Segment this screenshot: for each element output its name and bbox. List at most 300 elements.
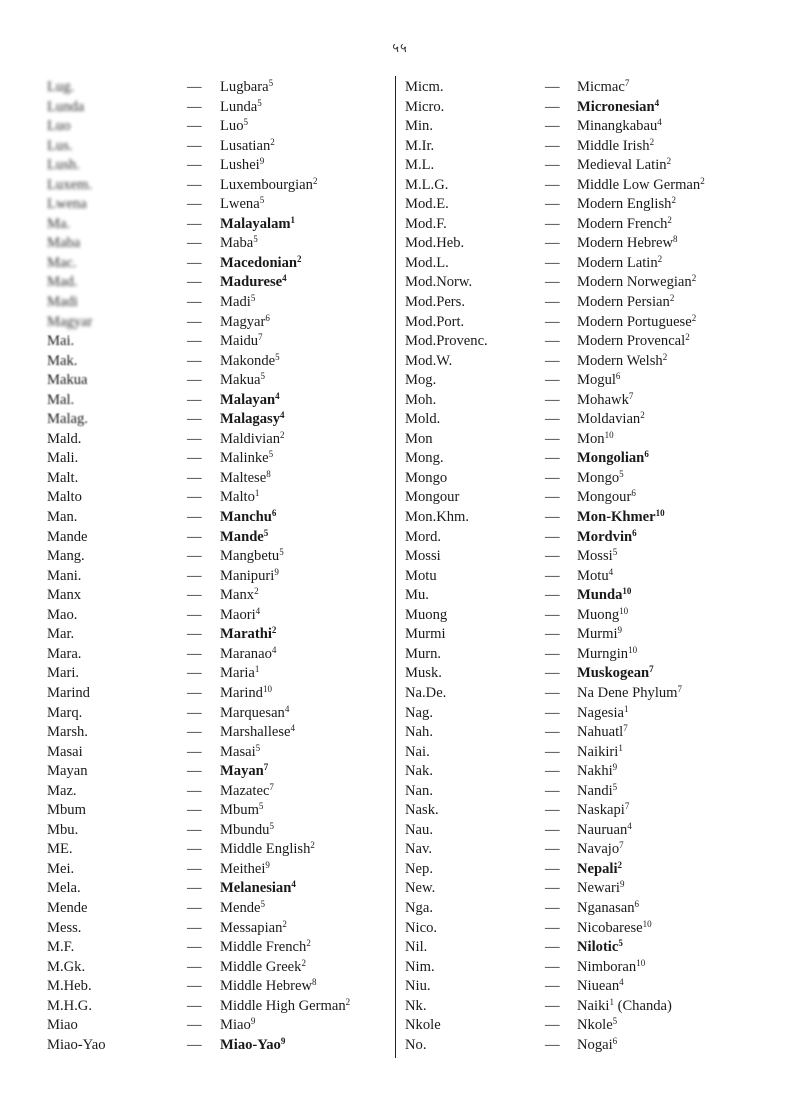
entry-footnote-marker: 2 (271, 625, 277, 636)
entry-abbreviation: Mord. (405, 528, 442, 545)
entry-dash: — (187, 587, 202, 604)
glossary-entry (405, 821, 765, 841)
glossary-entry (47, 352, 387, 372)
glossary-entry (47, 273, 387, 293)
entry-abbreviation: Nan. (405, 782, 433, 799)
entry-footnote-marker: 5 (260, 371, 266, 382)
entry-dash: — (187, 274, 202, 291)
entry-language-name (577, 567, 613, 587)
glossary-entry (405, 860, 765, 880)
entry-language-name (577, 977, 624, 997)
glossary-entry (405, 254, 765, 274)
entry-abbreviation: Micm. (405, 79, 444, 95)
entry-abbreviation: Makua (47, 372, 88, 389)
glossary-entry (405, 488, 765, 508)
entry-name-text: Malto (220, 489, 255, 506)
entry-footnote-marker: 4 (275, 390, 280, 401)
entry-dash: — (545, 157, 560, 174)
glossary-entry (405, 704, 765, 724)
entry-dash: — (187, 567, 202, 584)
entry-dash: — (187, 626, 202, 643)
entry-footnote-marker: 2 (306, 938, 311, 949)
glossary-entry (47, 391, 387, 411)
entry-footnote-marker: 2 (310, 840, 315, 851)
entry-name-text: Maltese (220, 469, 267, 486)
entry-name-text: Modern Latin (577, 254, 658, 271)
entry-abbreviation: Murmi (405, 626, 446, 643)
entry-dash: — (187, 684, 202, 701)
entry-name-text: Madurese (220, 274, 283, 291)
entry-footnote-marker: 6 (644, 449, 649, 460)
entry-footnote-marker: 2 (671, 195, 676, 206)
entry-name-text: Murmi (577, 626, 618, 643)
entry-footnote-marker: 4 (284, 703, 290, 714)
entry-dash: — (187, 1017, 202, 1034)
entry-dash: — (187, 978, 202, 995)
entry-abbreviation: No. (405, 1036, 427, 1053)
entry-footnote-marker: 5 (275, 351, 280, 362)
entry-abbreviation: Mod.Provenc. (405, 333, 488, 350)
entry-name-text: Mayan (220, 763, 264, 780)
entry-language-name (220, 176, 317, 196)
entry-language-name (220, 156, 264, 176)
entry-dash: — (545, 626, 560, 643)
glossary-entry (47, 508, 387, 528)
glossary-entry (47, 645, 387, 665)
entry-language-name (577, 410, 645, 430)
entry-footnote-marker: 10 (628, 644, 638, 655)
entry-abbreviation: Mossi (405, 548, 441, 565)
entry-footnote-marker: 5 (612, 781, 618, 792)
entry-footnote-marker: 2 (640, 410, 645, 421)
entry-dash: — (187, 704, 202, 721)
entry-language-name (577, 469, 624, 489)
entry-language-name (220, 840, 315, 860)
entry-footnote-marker: 4 (271, 644, 277, 655)
entry-dash: — (187, 645, 202, 662)
glossary-entry (405, 137, 765, 157)
entry-abbreviation: Mbum (47, 802, 86, 819)
entry-abbreviation: Musk. (405, 665, 442, 682)
entry-abbreviation: Mai. (47, 333, 75, 350)
entry-language-name (577, 313, 696, 333)
glossary-entry (405, 469, 765, 489)
entry-footnote-marker: 6 (271, 508, 277, 519)
entry-footnote-marker: 9 (617, 625, 623, 636)
glossary-entry (47, 782, 387, 802)
glossary-entry (405, 528, 765, 548)
entry-language-name (577, 958, 645, 978)
entry-footnote-marker: 9 (259, 156, 265, 167)
entry-name-text: Miao-Yao (220, 1036, 281, 1053)
entry-language-name (577, 879, 624, 899)
entry-footnote-marker: 10 (622, 586, 632, 597)
entry-name-text: Nimboran (577, 958, 637, 975)
entry-dash: — (187, 724, 202, 741)
entry-name-text: Manx (220, 587, 255, 604)
entry-footnote-marker: 9 (612, 762, 618, 773)
entry-language-name (220, 352, 280, 372)
entry-language-name (220, 704, 289, 724)
glossary-entry (47, 704, 387, 724)
glossary-entry (405, 176, 765, 196)
entry-language-name (577, 195, 676, 215)
entry-footnote-marker: 4 (255, 605, 261, 616)
entry-dash: — (545, 919, 560, 936)
entry-abbreviation: Lug. (47, 79, 75, 95)
left-column (47, 78, 387, 1055)
glossary-entry (405, 919, 765, 939)
entry-abbreviation: Mad. (47, 274, 78, 291)
entry-name-text: Navajo (577, 841, 620, 858)
entry-name-text: Newari (577, 880, 620, 897)
entry-name-text: Nakhi (577, 763, 613, 780)
entry-language-name (220, 488, 259, 508)
entry-dash: — (545, 137, 560, 154)
entry-dash: — (187, 333, 202, 350)
entry-abbreviation: Mei. (47, 860, 75, 877)
entry-abbreviation: Miao (47, 1017, 78, 1034)
entry-language-name (577, 332, 690, 352)
entry-language-name (220, 78, 273, 98)
entry-dash: — (187, 118, 202, 135)
entry-abbreviation: Mod.L. (405, 254, 449, 271)
entry-language-name (220, 977, 317, 997)
glossary-entry (47, 332, 387, 352)
entry-abbreviation: Lwena (47, 196, 87, 213)
entry-language-name (577, 919, 652, 939)
entry-dash: — (545, 567, 560, 584)
entry-language-name (577, 899, 639, 919)
entry-name-text: Minangkabau (577, 118, 658, 135)
entry-dash: — (545, 430, 560, 447)
entry-footnote-marker: 8 (266, 468, 271, 479)
glossary-entry (47, 156, 387, 176)
entry-language-name (577, 430, 614, 450)
entry-dash: — (545, 215, 560, 232)
entry-name-text: Messapian (220, 919, 283, 936)
glossary-entry (47, 430, 387, 450)
glossary-entry (405, 547, 765, 567)
entry-dash: — (545, 548, 560, 565)
entry-name-text: Malayan (220, 391, 276, 408)
entry-footnote-marker: 1 (618, 742, 623, 753)
entry-footnote-marker: 2 (657, 253, 663, 264)
entry-name-text: Niuean (577, 978, 620, 995)
glossary-entry (405, 899, 765, 919)
entry-dash: — (187, 997, 202, 1014)
entry-abbreviation: Micro. (405, 98, 445, 115)
glossary-entry (47, 938, 387, 958)
entry-name-text: Mongo (577, 469, 620, 486)
entry-abbreviation: Mod.F. (405, 215, 447, 232)
entry-footnote-marker: 8 (312, 977, 317, 988)
entry-abbreviation: Nak. (405, 763, 433, 780)
entry-name-text: Magyar (220, 313, 266, 330)
entry-footnote-marker: 9 (265, 859, 270, 870)
entry-name-text: Naiki (577, 997, 610, 1014)
glossary-entry (405, 117, 765, 137)
entry-abbreviation: Mold. (405, 411, 441, 428)
entry-footnote-marker: 2 (691, 273, 697, 284)
glossary-entry (47, 743, 387, 763)
entry-abbreviation: Nask. (405, 802, 439, 819)
entry-name-text: Middle High German (220, 997, 346, 1014)
entry-abbreviation: M.L. (405, 157, 435, 174)
entry-abbreviation: Mende (47, 899, 88, 916)
entry-abbreviation: Nep. (405, 860, 433, 877)
entry-dash: — (545, 333, 560, 350)
entry-name-text: Mossi (577, 548, 613, 565)
entry-abbreviation: ME. (47, 841, 73, 858)
entry-dash: — (545, 313, 560, 330)
entry-language-name (220, 938, 311, 958)
entry-dash: — (545, 411, 560, 428)
entry-abbreviation: M.H.G. (47, 997, 92, 1014)
entry-footnote-marker: 5 (618, 938, 623, 949)
entry-footnote-marker: 5 (269, 820, 274, 831)
entry-name-text: Maba (220, 235, 254, 252)
entry-name-text: Masai (220, 743, 256, 760)
entry-dash: — (187, 939, 202, 956)
glossary-entry (405, 430, 765, 450)
entry-name-text: Luo (220, 118, 244, 135)
entry-dash: — (545, 79, 560, 95)
glossary-entry (405, 997, 765, 1017)
entry-name-text: Mongolian (577, 450, 645, 467)
entry-footnote-marker: 9 (274, 566, 279, 577)
entry-footnote-marker: 5 (259, 195, 265, 206)
entry-name-text: Modern French (577, 215, 668, 232)
entry-dash: — (187, 450, 202, 467)
entry-name-text: Malagasy (220, 411, 280, 428)
entry-dash: — (187, 79, 202, 95)
entry-language-name (220, 958, 306, 978)
entry-name-text: Modern Hebrew (577, 235, 674, 252)
entry-abbreviation: Masai (47, 743, 83, 760)
entry-abbreviation: Murn. (405, 645, 442, 662)
entry-name-text: Maria (220, 665, 255, 682)
entry-language-name (577, 606, 628, 626)
entry-language-name (577, 234, 678, 254)
entry-abbreviation: Mak. (47, 352, 78, 369)
entry-language-name (220, 664, 259, 684)
entry-dash: — (187, 215, 202, 232)
entry-abbreviation: Mod.Pers. (405, 294, 465, 311)
entry-footnote-marker: 6 (631, 488, 636, 499)
entry-abbreviation: Ma. (47, 215, 71, 232)
entry-dash: — (187, 313, 202, 330)
entry-footnote-marker: 2 (254, 586, 259, 597)
entry-abbreviation: Madi (47, 294, 78, 311)
entry-language-name (220, 273, 287, 293)
entry-abbreviation: Luxem. (47, 176, 92, 193)
entry-abbreviation: Mara. (47, 645, 82, 662)
entry-abbreviation: Nav. (405, 841, 433, 858)
entry-footnote-marker: 2 (666, 156, 672, 167)
glossary-entry (405, 938, 765, 958)
entry-name-text: Meithei (220, 860, 266, 877)
entry-footnote-marker: 5 (260, 898, 266, 909)
entry-language-name (220, 195, 264, 215)
glossary-entry (405, 762, 765, 782)
entry-language-name (577, 840, 624, 860)
entry-abbreviation: Marsh. (47, 724, 88, 741)
entry-name-text: Manchu (220, 509, 272, 526)
entry-dash: — (187, 919, 202, 936)
entry-footnote-marker: 10 (642, 918, 652, 929)
glossary-entry (47, 117, 387, 137)
entry-footnote-marker: 7 (649, 664, 654, 675)
entry-footnote-marker: 2 (700, 175, 705, 186)
entry-dash: — (545, 743, 560, 760)
entry-name-text: Maldivian (220, 430, 280, 447)
entry-footnote-marker: 10 (619, 605, 629, 616)
entry-dash: — (545, 372, 560, 389)
entry-name-text: Middle Low German (577, 176, 701, 193)
entry-name-text: Marquesan (220, 704, 285, 721)
entry-dash: — (187, 430, 202, 447)
entry-footnote-marker: 5 (257, 97, 262, 108)
glossary-entry (405, 195, 765, 215)
entry-name-text: Modern Welsh (577, 352, 663, 369)
glossary-entry (405, 977, 765, 997)
entry-language-name (220, 98, 262, 118)
glossary-entry (47, 78, 387, 98)
entry-abbreviation: Manx (47, 587, 82, 604)
entry-language-name (577, 98, 659, 118)
entry-footnote-marker: 10 (655, 508, 665, 519)
entry-abbreviation: Mod.Heb. (405, 235, 465, 252)
entry-footnote-marker: 5 (612, 1016, 618, 1027)
entry-footnote-marker: 2 (345, 996, 351, 1007)
entry-dash: — (187, 235, 202, 252)
entry-abbreviation: Nim. (405, 958, 435, 975)
entry-abbreviation: Mog. (405, 372, 437, 389)
entry-dash: — (545, 274, 560, 291)
entry-abbreviation: Mon (405, 430, 433, 447)
entry-dash: — (545, 118, 560, 135)
entry-name-text: Marshallese (220, 724, 291, 741)
glossary-entry (47, 723, 387, 743)
entry-language-name (220, 801, 263, 821)
glossary-entry (47, 313, 387, 333)
column-divider (395, 76, 396, 1058)
glossary-entry (405, 352, 765, 372)
glossary-entry (47, 371, 387, 391)
glossary-entry (47, 919, 387, 939)
glossary-entry (47, 840, 387, 860)
entry-language-name (577, 1036, 617, 1056)
entry-name-text: Melanesian (220, 880, 292, 897)
entry-dash: — (187, 1036, 202, 1053)
glossary-entry (405, 215, 765, 235)
entry-language-name (577, 860, 622, 880)
entry-name-text: Mende (220, 899, 261, 916)
entry-language-name (220, 332, 263, 352)
entry-dash: — (545, 724, 560, 741)
entry-dash: — (545, 528, 560, 545)
entry-name-text: Mon-Khmer (577, 509, 656, 526)
entry-name-text: Modern Portuguese (577, 313, 692, 330)
entry-dash: — (545, 704, 560, 721)
entry-language-name (220, 997, 350, 1017)
glossary-entry (405, 567, 765, 587)
entry-dash: — (187, 958, 202, 975)
entry-language-name (220, 547, 284, 567)
entry-language-name (220, 743, 260, 763)
entry-language-name (577, 156, 671, 176)
glossary-entry (47, 1036, 387, 1056)
entry-dash: — (187, 157, 202, 174)
entry-abbreviation: Malto (47, 489, 82, 506)
entry-language-name (577, 273, 696, 293)
entry-dash: — (545, 939, 560, 956)
entry-abbreviation: Mongo (405, 469, 448, 486)
entry-name-text: Malinke (220, 450, 269, 467)
entry-abbreviation: Mang. (47, 548, 85, 565)
glossary-entry (47, 977, 387, 997)
entry-abbreviation: Mar. (47, 626, 75, 643)
glossary-entry (47, 860, 387, 880)
entry-abbreviation: Mande (47, 528, 88, 545)
entry-dash: — (545, 860, 560, 877)
glossary-entry (405, 313, 765, 333)
entry-footnote-marker: 5 (279, 547, 284, 558)
glossary-entry (405, 743, 765, 763)
entry-language-name (577, 449, 649, 469)
entry-abbreviation: Min. (405, 118, 433, 135)
entry-footnote-marker: 6 (634, 898, 640, 909)
entry-dash: — (187, 372, 202, 389)
entry-language-name (220, 137, 275, 157)
entry-abbreviation: Mari. (47, 665, 80, 682)
glossary-entry (47, 997, 387, 1017)
entry-name-text: Madi (220, 294, 251, 311)
entry-abbreviation: Mali. (47, 450, 79, 467)
glossary-entry (405, 508, 765, 528)
entry-language-name (220, 254, 302, 274)
entry-dash: — (545, 489, 560, 506)
glossary-entry (47, 254, 387, 274)
entry-language-name (220, 430, 285, 450)
entry-abbreviation: Mod.W. (405, 352, 453, 369)
entry-name-text: Mon (577, 430, 605, 447)
entry-language-name (220, 899, 265, 919)
entry-footnote-marker: 7 (624, 801, 630, 812)
entry-name-text: Muskogean (577, 665, 650, 682)
entry-name-text: Marind (220, 684, 263, 701)
entry-name-text: Nandi (577, 782, 613, 799)
glossary-entry (47, 821, 387, 841)
entry-abbreviation: Mela. (47, 880, 81, 897)
glossary-entry (47, 137, 387, 157)
entry-abbreviation: Mao. (47, 606, 78, 623)
entry-name-text: Modern Provencal (577, 333, 686, 350)
entry-dash: — (187, 509, 202, 526)
entry-language-name (577, 352, 667, 372)
glossary-entry (47, 958, 387, 978)
entry-name-text: Miao (220, 1017, 251, 1034)
entry-abbreviation: Muong (405, 606, 448, 623)
entry-abbreviation: Mani. (47, 567, 82, 584)
entry-dash: — (187, 665, 202, 682)
entry-footnote-marker: 5 (268, 78, 274, 88)
entry-dash: — (545, 978, 560, 995)
entry-footnote-marker: 6 (265, 312, 270, 323)
entry-language-name (577, 684, 682, 704)
glossary-entry (47, 664, 387, 684)
